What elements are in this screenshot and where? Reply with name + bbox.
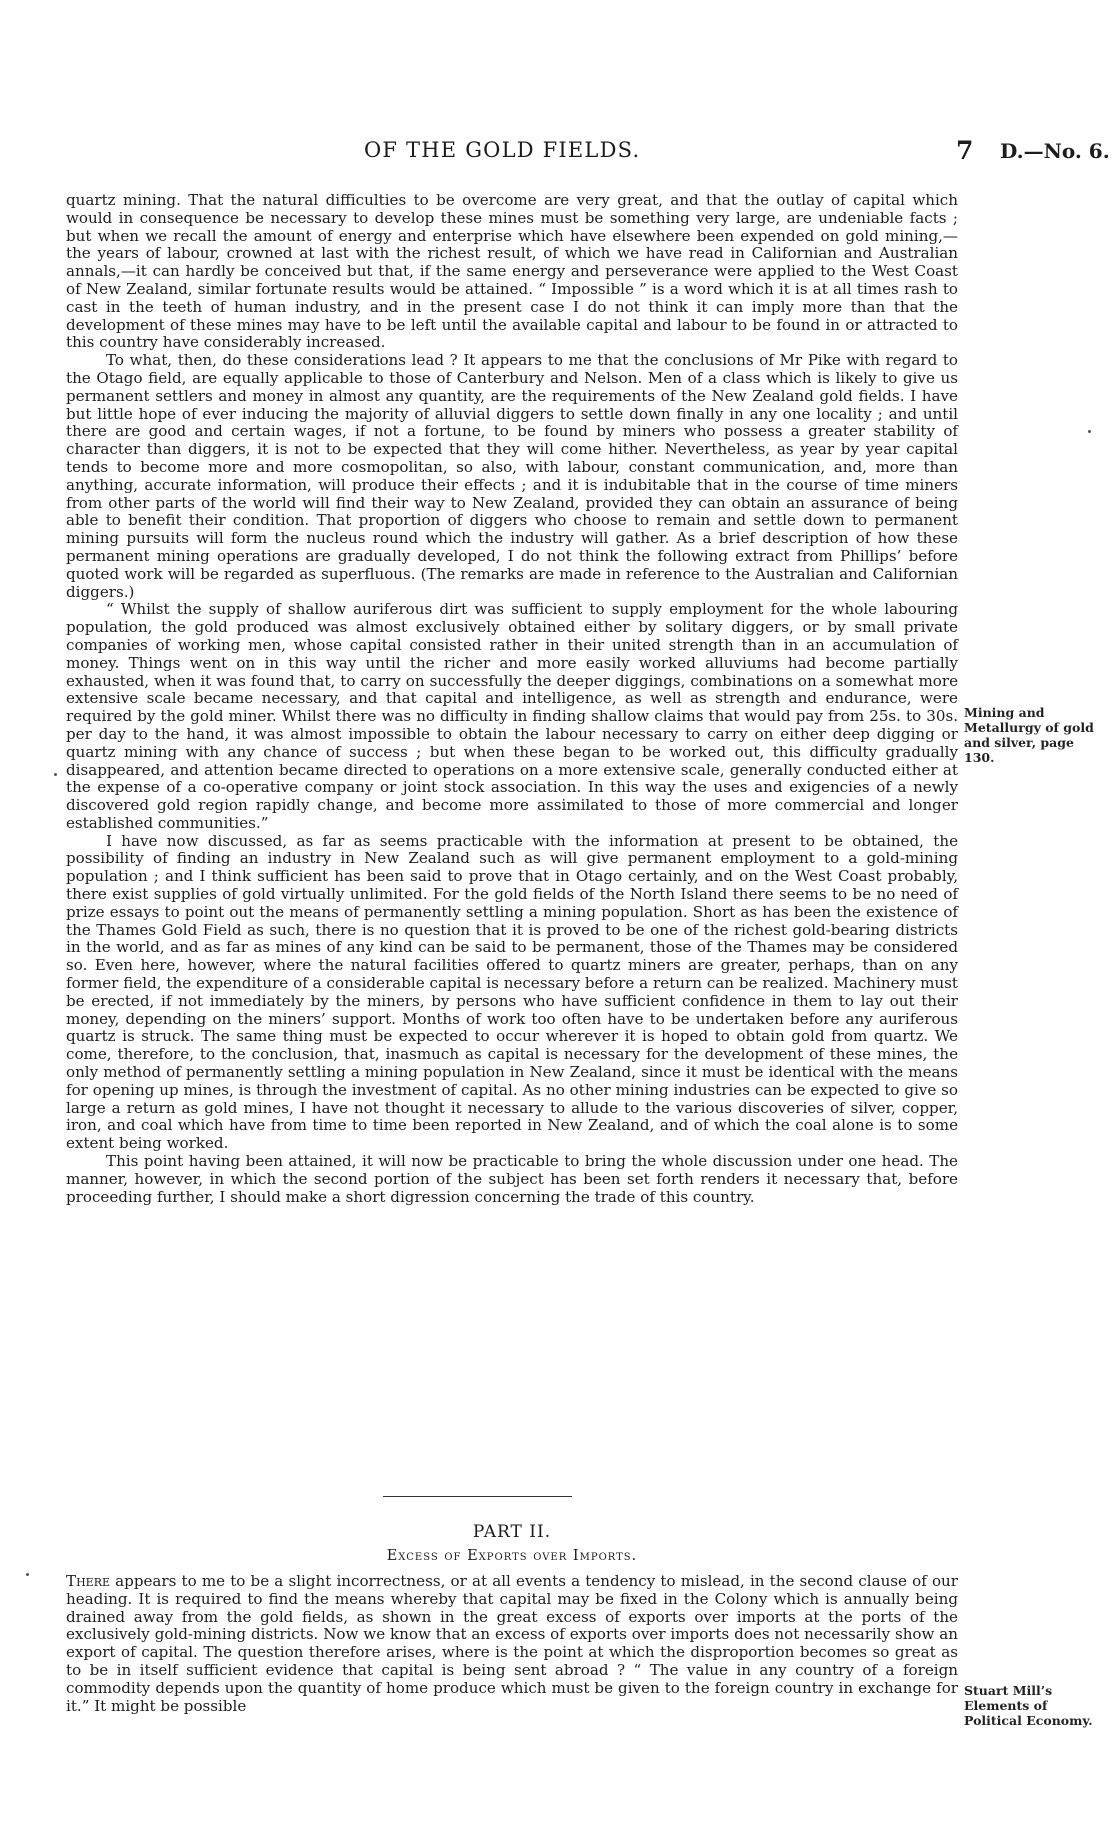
print-speck [54,773,57,776]
part-subheading: Excess of Exports over Imports. [386,1548,638,1564]
print-speck [1088,430,1091,433]
document-number: D.—No. 6. [1000,139,1110,163]
paragraph-discussion: I have now discussed, as far as seems practicable with the information at present to be obtained, the possibility of finding an industry in New Zealand such as will give permanent employment to a gold-mining population ; and I think sufficient has been said to prove that in Otago certainly, and on the West Coast probably, there exist supplies of gold virtually unlimited. For the gold fields of the North Island there seems to be no need of prize essays to point out the means of permanently settling a mining population. Short as has been the existence of the Thames Gold Field as such, there is no question that it is proved to be one of the richest gold-bearing districts in the world, and as far as mines of any kind can be said to be permanent, those of the Thames may be considered so. Even here, however, where the natural facilities offered to quartz miners are greater, perhaps, than on any former field, the expenditure of a considerable capital is necessary before a return can be realized. Machinery must be erected, if not immediately by the miners, by persons who have sufficient confidence in them to lay out their money, depending on the miners’ support. Months of work too often have to be undertaken before any auriferous quartz is struck. The same thing must be expected to occur wherever it is hoped to obtain gold from quartz. We come, therefore, to the conclusion, that, inasmuch as capital is necessary for the development of these mines, the only method of permanently settling a mining population in New Zealand, since it must be identical with the means for opening up mines, is through the investment of capital. As no other mining industries can be expected to give so large a return as gold mines, I have not thought it necessary to allude to the various discoveries of silver, copper, iron, and coal which have from time to time been reported in New Zealand, and of which the coal alone is to some extent being worked. [66,831,958,1153]
print-speck [26,1573,29,1576]
paragraph-considerations: To what, then, do these considerations lead ? It appears to me that the conclusions of Mr Pike with regard to the Otago field, are equally applicable to those of Canterbury and Nelson. Men of a class which is likely to give us permanent settlers and money in almost any quantity, are the requirements of the New Zealand gold fields. I have but little hope of ever inducing the majority of alluvial diggers to settle down finally in any one locality ; and until there are good and certain wages, if not a fortune, to be found by miners who possess a greater stability of character than diggers, it is not to be expected that they will come hither. Nevertheless, as year by year capital tends to become more and more cosmopolitan, so also, with labour, constant communication, and, more than anything, accurate information, will produce their effects ; and it is indubitable that in the course of time miners from other parts of the world will find their way to New Zealand, provided they can obtain an assurance of being able to benefit their condition. That proportion of diggers who choose to remain and settle down to permanent mining pursuits will form the nucleus round which the industry will gather. As a brief description of how these permanent mining operations are gradually developed, I do not think the following extract from Phillips’ before quoted work will be regarded as superfluous. (The remarks are made in reference to the Australian and Californian diggers.) [66,351,958,601]
lead-word: There [66,1572,111,1590]
part-two-text: appears to me to be a slight incorrectness, or at all events a tendency to mislead, in the second clause of our heading. It is required to find the means whereby that capital may be fixed in the Colony which is annually being drained away from the gold fields, as shown in the great excess of exports over imports at the ports of the exclusively gold-mining districts. Now we know that an excess of exports over imports does not necessarily show an export of capital. The question therefore arises, where is the point at which the disproportion becomes so great as to be in itself sufficient evidence that capital is being sent abroad ? “ The value in any country of a foreign commodity depends upon the quantity of home produce which must be given to the foreign country in exchange for it.” It might be possible [66,1572,958,1715]
part-two-paragraph [66,1573,958,1715]
page-number: 7 [956,136,974,165]
running-header [0,138,1114,172]
paragraph-transition: This point having been attained, it will now be practicable to bring the whole discussion under one head. The manner, however, in which the second portion of the subject has been set forth renders it necessary that, before proceeding further, I should make a short digression concerning the trade of this country. [66,1152,958,1206]
part-heading: PART II. [472,1522,552,1542]
paragraph-continuation: quartz mining. That the natural difficulties to be overcome are very great, and that the outlay of capital which would in consequence be necessary to develop these mines must be something very large, are undeniable facts ; but when we recall the amount of energy and enterprise which have elsewhere been expended on gold mining,—the years of labour, crowned at last with the richest result, of which we have read in Californian and Australian annals,—it can hardly be conceived but that, if the same energy and perseverance were applied to the West Coast of New Zealand, similar fortunate results would be attained. “ Impossible ” is a word which it is at all times rash to cast in the teeth of human industry, and in the present case I do not think it can imply more than that the development of these mines may have to be left until the available capital and labour to be found in or attracted to this country have considerably increased. [66,191,958,352]
main-body-text [66,192,958,1206]
running-title: OF THE GOLD FIELDS. [364,138,641,162]
part-two-body [66,1573,958,1715]
section-divider [383,1496,572,1497]
margin-note-phillips: Mining and Metallurgy of gold and silver, page 130. [964,705,1094,765]
margin-note-mill: Stuart Mill’s Elements of Political Economy. [964,1683,1093,1728]
quoted-extract: “ Whilst the supply of shallow auriferous dirt was sufficient to supply employment for the whole labouring population, the gold produced was almost exclusively obtained either by solitary diggers, or by small private companies of working men, whose capital consisted rather in their united strength than in an accumulation of money. Things went on in this way until the richer and more easily worked alluviums had become partially exhausted, when it was found that, to carry on successfully the deeper diggings, combinations on a somewhat more extensive scale became necessary, and that capital and intelligence, as well as strength and endurance, were required by the gold miner. Whilst there was no difficulty in finding shallow claims that would pay from 25s. to 30s. per day to the hand, it was almost impossible to obtain the labour necessary to carry on either deep digging or quartz mining with any chance of success ; but when these began to be worked out, this difficulty gradually disappeared, and attention became directed to operations on a more extensive scale, generally conducted either at the expense of a co-operative company or joint stock association. In this way the uses and exigencies of a newly discovered gold region rapidly change, and become more assimilated to those of more commercial and longer established communities.” [66,600,958,832]
